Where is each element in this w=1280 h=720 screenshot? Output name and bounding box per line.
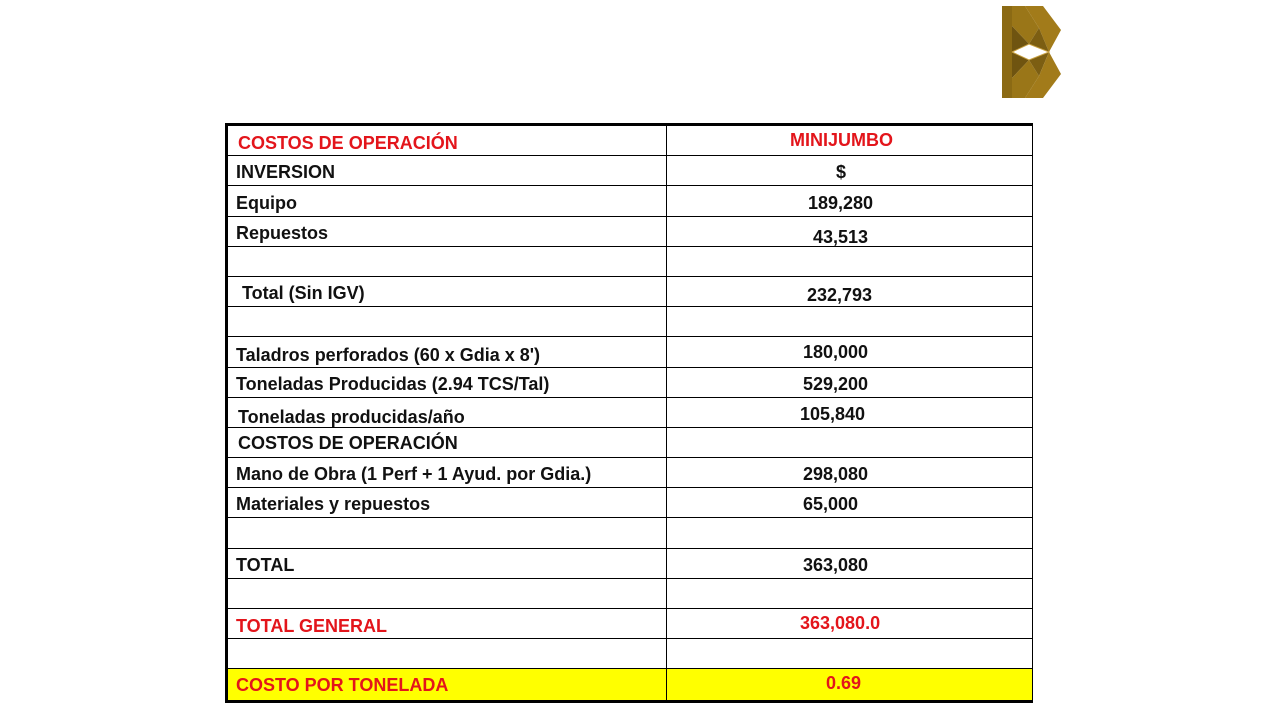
row-value: 529,200 [803,373,869,394]
row-value: 363,080 [803,554,869,575]
header-label-cell [228,126,667,155]
table-row [228,518,1033,548]
table-row-total-general [228,609,1033,639]
row-value: $ [836,162,847,183]
table-row [228,217,1033,247]
row-label: Toneladas Producidas (2.94 TCS/Tal) [236,373,550,394]
table-row [228,488,1033,518]
operating-cost-table [225,123,1033,703]
table-row-cost-per-ton [228,669,1033,699]
row-value: 0.69 [826,673,862,694]
b-monogram-logo-icon [999,6,1063,98]
row-label: Mano de Obra (1 Perf + 1 Ayud. por Gdia.) [236,464,592,485]
row-value: 43,513 [813,226,869,246]
row-value: 189,280 [808,193,874,214]
table-row [228,428,1033,458]
table-row [228,186,1033,216]
table-row [228,549,1033,579]
table-row [228,277,1033,307]
row-label: Toneladas producidas/año [238,406,465,427]
table-header-row [228,126,1033,156]
row-label: TOTAL GENERAL [236,616,388,636]
table-row [228,639,1033,669]
row-value: 363,080.0 [800,613,881,633]
row-label: Equipo [236,193,297,214]
table-row [228,368,1033,398]
row-label: INVERSION [236,162,336,183]
row-value: 105,840 [800,403,866,424]
row-label: COSTO POR TONELADA [236,675,449,696]
row-value: 180,000 [803,342,869,363]
row-label: Repuestos [236,222,329,243]
table-row [228,398,1033,428]
header-value: MINIJUMBO [790,130,893,150]
row-value: 298,080 [803,464,869,485]
table-row [228,247,1033,277]
row-label: TOTAL [236,554,295,575]
row-label: Total (Sin IGV) [242,282,365,303]
row-value: 65,000 [803,494,859,515]
table-row [228,458,1033,488]
table-row [228,337,1033,367]
table-row [228,307,1033,337]
header-value-cell [667,126,1033,155]
table-row [228,156,1033,186]
table-row [228,579,1033,609]
header-label: COSTOS DE OPERACIÓN [238,133,458,153]
row-label: Taladros perforados (60 x Gdia x 8') [236,345,541,366]
row-label: Materiales y repuestos [236,494,431,515]
row-label: COSTOS DE OPERACIÓN [238,432,458,453]
row-value: 232,793 [807,284,873,305]
